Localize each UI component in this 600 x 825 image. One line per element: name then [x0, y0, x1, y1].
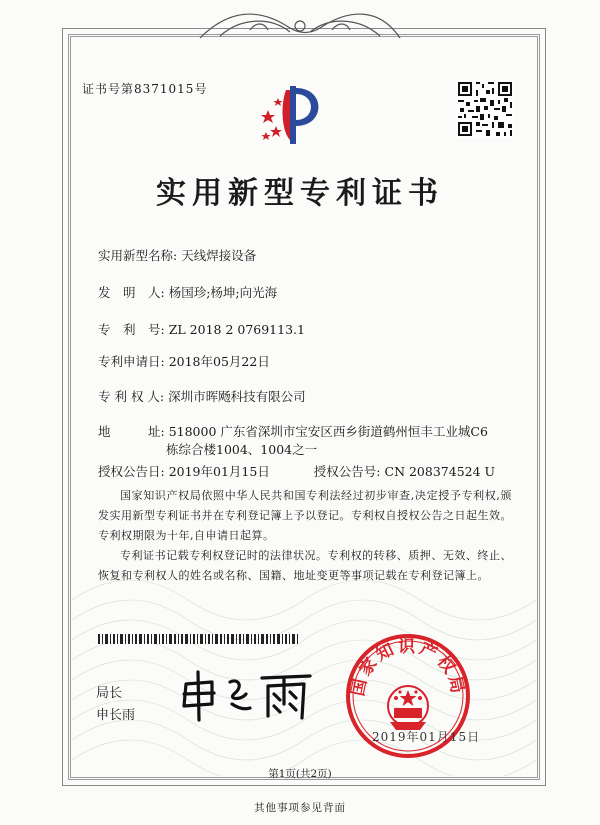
announcement-number-value: CN 208374524 U	[384, 464, 496, 479]
address-label: 地 址:	[98, 424, 165, 439]
certificate-number: 证书号第8371015号	[82, 82, 208, 96]
patentee-label: 专 利 权 人:	[98, 389, 165, 404]
patentee-row	[98, 387, 306, 405]
director-name: 申长雨	[96, 708, 136, 723]
utility-name-value: 天线焊接设备	[181, 248, 257, 263]
announcement-number-label: 授权公告号:	[313, 464, 381, 479]
cnipa-logo-icon	[256, 82, 328, 148]
inventor-row	[98, 283, 277, 301]
barcode-icon	[98, 634, 298, 644]
announcement-row	[98, 462, 495, 480]
legal-status-paragraph: 专利证书记载专利权登记时的法律状况。专利权的转移、质押、无效、终止、恢复和专利权人的姓名或名称、国籍、地址变更等事项记载在专利登记簿上。	[98, 549, 512, 582]
qr-code-icon	[456, 80, 514, 138]
seal-date: 2019年01月15日	[372, 730, 481, 744]
svg-text:国家知识产权局	[348, 637, 468, 698]
announcement-date-value: 2019年01月15日	[168, 464, 270, 479]
director-title: 局长	[96, 686, 123, 701]
utility-name-row	[98, 246, 256, 264]
filing-date-row	[98, 352, 270, 370]
page-title: 实用新型专利证书	[156, 176, 444, 211]
address-line-1: 518000 广东省深圳市宝安区西乡街道鹤州恒丰工业城C6	[168, 424, 488, 439]
address-line-2: 栋综合楼1004、1004之一	[166, 442, 318, 457]
inventor-label: 发 明 人:	[98, 285, 165, 300]
grant-paragraph: 国家知识产权局依照中华人民共和国专利法经过初步审查,决定授予专利权,颁发实用新型专利证书并在专利登记簿上予以登记。专利权自授权公告之日起生效。专利权期限为十年,自申请日起算。	[98, 489, 512, 542]
utility-name-label: 实用新型名称:	[98, 248, 178, 263]
announcement-date-label: 授权公告日:	[98, 464, 165, 479]
inventor-value: 杨国珍;杨坤;向光海	[168, 285, 278, 300]
seal-text: 国家知识产权局	[348, 637, 468, 698]
national-emblem-icon	[388, 686, 428, 730]
filing-date-label: 专利申请日:	[98, 354, 165, 369]
director-signature	[172, 664, 322, 724]
filing-date-value: 2018年05月22日	[168, 354, 270, 369]
patent-number-value: ZL 2018 2 0769113.1	[168, 322, 305, 337]
patent-number-label: 专 利 号:	[98, 322, 165, 337]
address-row	[98, 422, 488, 440]
patent-number-row	[98, 320, 305, 338]
footer-note: 其他事项参见背面	[254, 802, 346, 814]
page-number: 第1页(共2页)	[268, 768, 332, 780]
top-ornament	[190, 8, 410, 44]
patentee-value: 深圳市晖飏科技有限公司	[168, 389, 306, 404]
